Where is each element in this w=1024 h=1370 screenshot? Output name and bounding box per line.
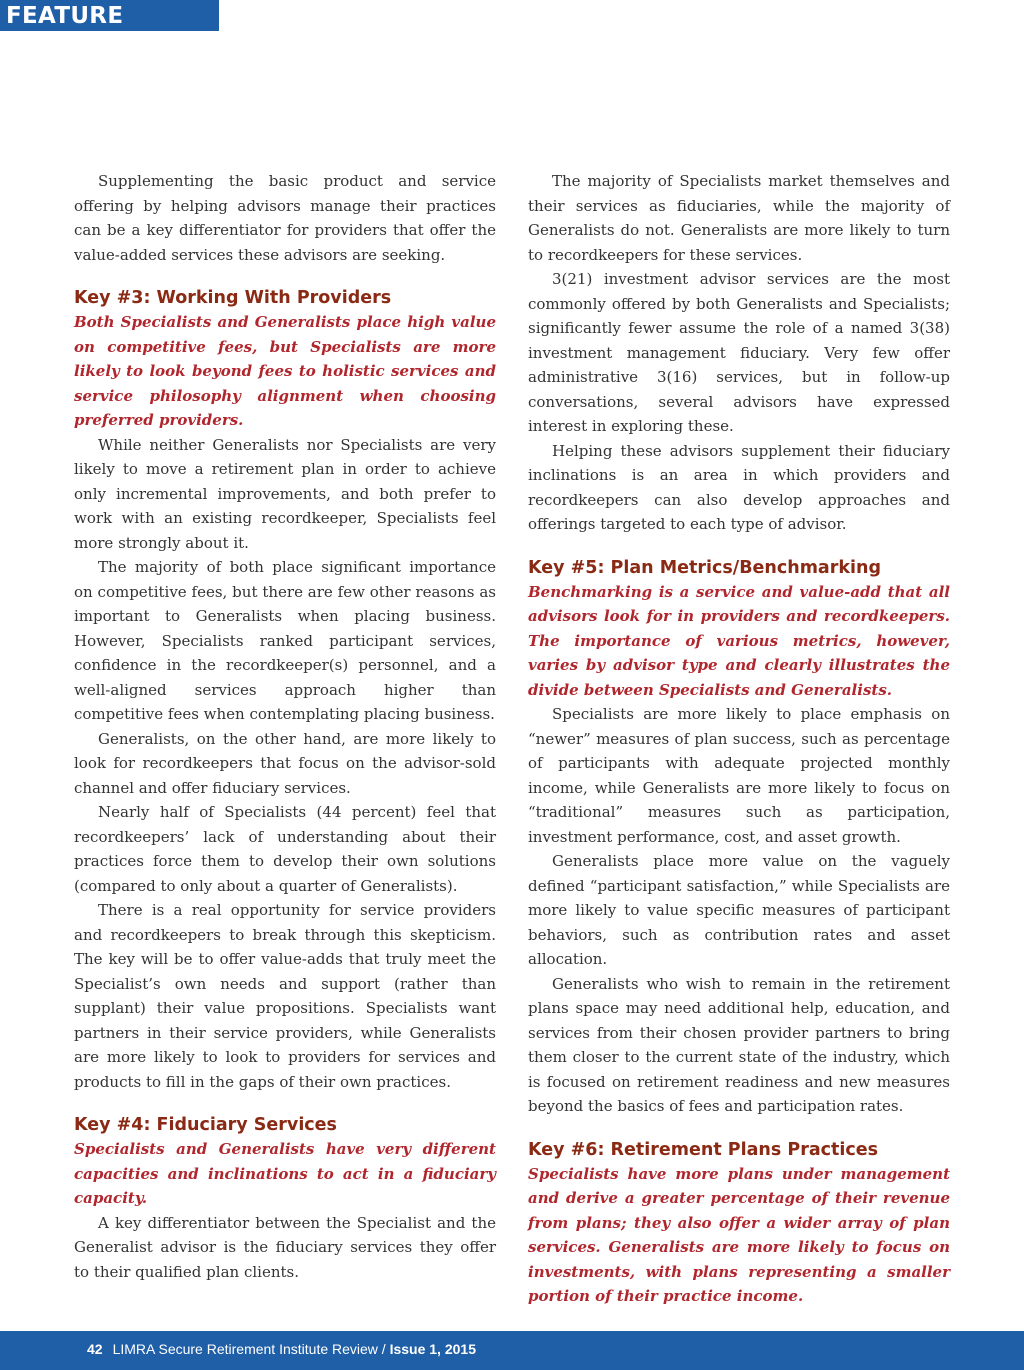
feature-section-tag [0, 0, 219, 31]
body-paragraph: Generalists who wish to remain in the retirement plans space may need additional help, education, and services from their chosen provider partners to bring them closer to the current state of the industry, which is focused on retirement readiness and new measures beyond the basics of fees and participation rates. [528, 974, 950, 1115]
body-paragraph: Generalists, on the other hand, are more likely to look for recordkeepers that focus on the advisor-sold channel and offer fiduciary services. [74, 729, 496, 797]
body-paragraph: There is a real opportunity for service providers and recordkeepers to break through this skepticism. The key will be to offer value-adds that truly meet the Specialist’s own needs and support (rather than supplant) their value propositions. Specialists want partners in their service providers, while Generalists are more likely to look to providers for services and products to fill in the gaps of their own practices. [74, 901, 496, 1091]
right-column [528, 169, 950, 1309]
body-paragraph: While neither Generalists nor Specialists are very likely to move a retirement plan in order to achieve only incremental improvements, and both prefer to work with an existing recordkeeper, Specialists feel more strongly about it. [74, 435, 496, 552]
footer-text [87, 1339, 476, 1359]
key6-lead: Specialists have more plans under management and derive a greater percentage of their revenue from plans; they also offer a wider array of plan services. Generalists are more likely to focus on investments, with plans representing a smaller portion of their practice income. [528, 1164, 950, 1305]
page-number: 42 [87, 1341, 103, 1357]
footer-bar [0, 1331, 1024, 1370]
key5-lead: Benchmarking is a service and value-add that all advisors look for in providers and recordkeepers. The importance of various metrics, however, varies by advisor type and clearly illustrates the divide between Specialists and Generalists. [528, 582, 950, 699]
body-paragraph: The majority of Specialists market themselves and their services as fiduciaries, while the majority of Generalists do not. Generalists are more likely to turn to recordkeepers for these services. [528, 172, 950, 264]
issue-label: Issue 1, 2015 [389, 1341, 476, 1357]
key5-heading: Key #5: Plan Metrics/Benchmarking [528, 557, 881, 578]
intro-paragraph: Supplementing the basic product and service offering by helping advisors manage their practices can be a key differentiator for providers that offer the value-added services these advisors are seeking. [74, 172, 496, 264]
body-paragraph: Nearly half of Specialists (44 percent) feel that recordkeepers’ lack of understanding about their practices force them to develop their own solutions (compared to only about a quarter of Generalists). [74, 803, 496, 895]
body-paragraph: The majority of both place significant importance on competitive fees, but there are few other reasons as important to Generalists when placing business. However, Specialists ranked participant services, confidence in the recordkeeper(s) personnel, and a well-aligned services approach higher than competitive fees when contemplating placing business. [74, 558, 496, 723]
key3-lead: Both Specialists and Generalists place high value on competitive fees, but Specialists are more likely to look beyond fees to holistic services and service philosophy alignment when choosing preferred providers. [74, 313, 496, 429]
key6-heading: Key #6: Retirement Plans Practices [528, 1139, 879, 1160]
body-paragraph: Specialists are more likely to place emphasis on “newer” measures of plan success, such as percentage of participants with adequate projected monthly income, while Generalists are more likely to focus on “traditional” measures such as participation, investment performance, cost, and asset growth. [528, 705, 950, 846]
section-tag-label: FEATURE [6, 3, 124, 29]
key4-lead: Specialists and Generalists have very different capacities and inclinations to act in a fiduciary capacity. [74, 1140, 496, 1207]
body-paragraph: A key differentiator between the Specialist and the Generalist advisor is the fiduciary services they offer to their qualified plan clients. [74, 1213, 496, 1281]
body-paragraph: Generalists place more value on the vaguely defined “participant satisfaction,” while Specialists are more likely to value specific measures of participant behaviors, such as contribution rates and asset allocation. [528, 852, 950, 968]
key3-heading: Key #3: Working With Providers [74, 288, 392, 308]
body-paragraph: Helping these advisors supplement their fiduciary inclinations is an area in which providers and recordkeepers can also develop approaches and offerings targeted to each type of advisor. [528, 441, 950, 533]
body-paragraph: 3(21) investment advisor services are the most commonly offered by both Generalists and Specialists; significantly fewer assume the role of a named 3(38) investment management fiduciary. Very few offer administrative 3(16) services, but in follow-up conversations, several advisors have expressed interest in exploring these. [528, 270, 950, 435]
key4-heading: Key #4: Fiduciary Services [74, 1115, 337, 1135]
publication-name: LIMRA Secure Retirement Institute Review / [112, 1341, 386, 1357]
left-column [74, 169, 496, 1284]
